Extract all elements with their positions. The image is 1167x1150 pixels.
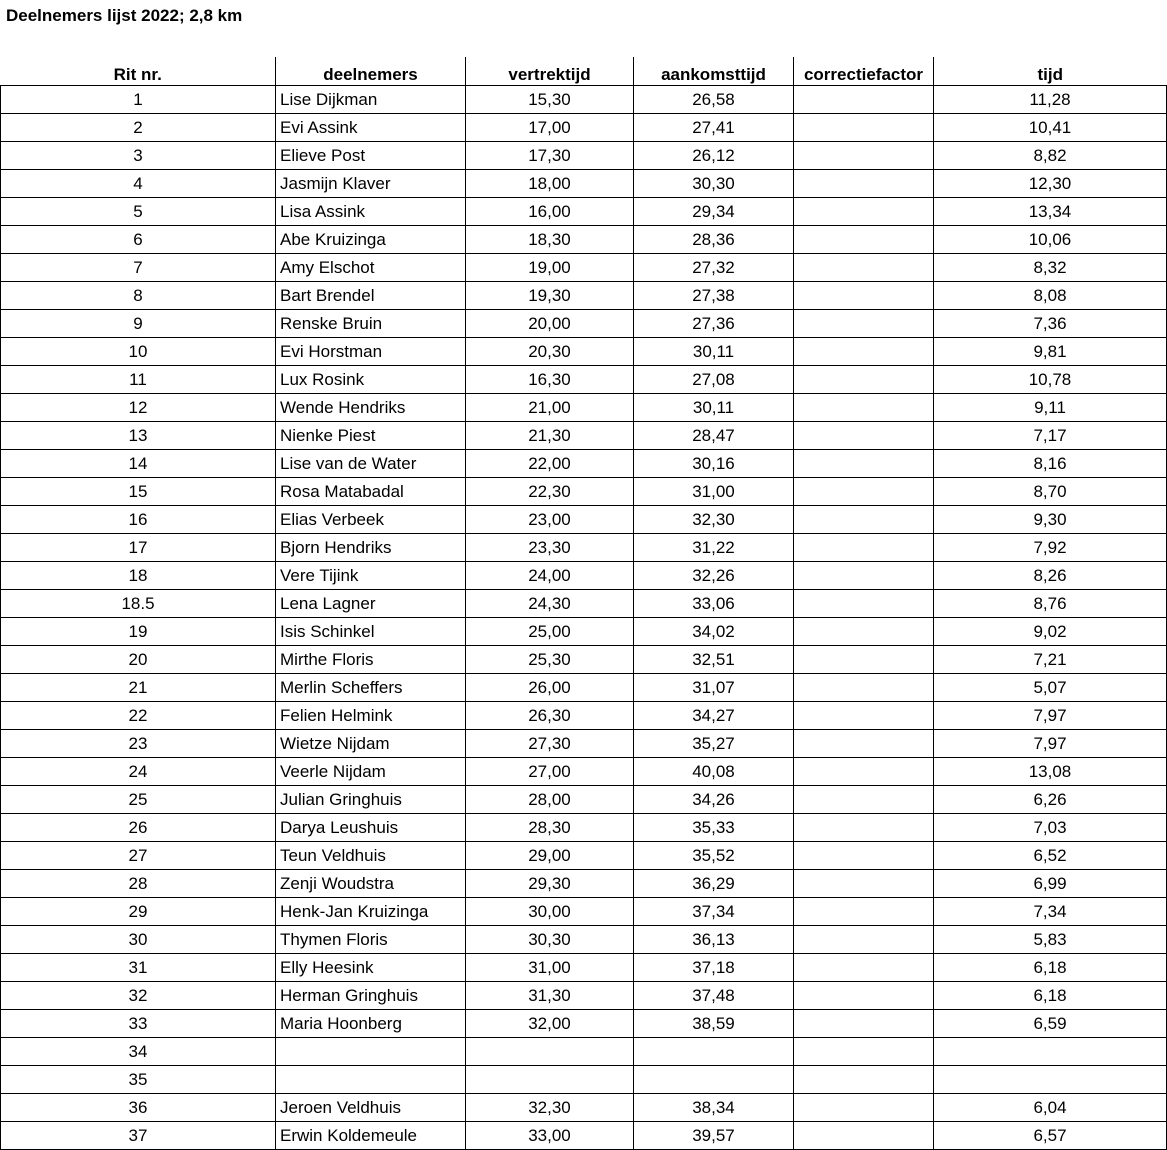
table-row bbox=[1, 898, 1167, 926]
cell-deelnemer[interactable]: Wende Hendriks bbox=[276, 394, 466, 422]
cell-aankomsttijd[interactable]: 35,52 bbox=[634, 842, 794, 870]
cell-vertrektijd[interactable]: 15,30 bbox=[466, 86, 634, 114]
cell-aankomsttijd[interactable]: 37,18 bbox=[634, 954, 794, 982]
cell-tijd[interactable]: 7,03 bbox=[934, 814, 1167, 842]
table-row bbox=[1, 450, 1167, 478]
cell-deelnemer[interactable]: Lise van de Water bbox=[276, 450, 466, 478]
cell-vertrektijd[interactable]: 29,00 bbox=[466, 842, 634, 870]
cell-vertrektijd[interactable] bbox=[466, 1066, 634, 1094]
cell-aankomsttijd[interactable]: 30,16 bbox=[634, 450, 794, 478]
cell-correctiefactor[interactable] bbox=[794, 758, 934, 786]
cell-correctiefactor[interactable] bbox=[794, 982, 934, 1010]
cell-vertrektijd[interactable]: 30,00 bbox=[466, 898, 634, 926]
cell-vertrektijd[interactable]: 28,00 bbox=[466, 786, 634, 814]
table-row bbox=[1, 254, 1167, 282]
cell-aankomsttijd[interactable]: 27,32 bbox=[634, 254, 794, 282]
cell-vertrektijd[interactable]: 16,00 bbox=[466, 198, 634, 226]
cell-aankomsttijd[interactable]: 32,51 bbox=[634, 646, 794, 674]
cell-tijd[interactable]: 8,26 bbox=[934, 562, 1167, 590]
cell-aankomsttijd[interactable]: 30,11 bbox=[634, 394, 794, 422]
header-correctiefactor[interactable]: correctiefactor bbox=[794, 57, 934, 86]
table-row bbox=[1, 590, 1167, 618]
cell-deelnemer[interactable]: Henk-Jan Kruizinga bbox=[276, 898, 466, 926]
cell-rit[interactable]: 31 bbox=[1, 954, 276, 982]
cell-tijd[interactable]: 13,08 bbox=[934, 758, 1167, 786]
cell-vertrektijd[interactable]: 27,30 bbox=[466, 730, 634, 758]
cell-rit[interactable]: 6 bbox=[1, 226, 276, 254]
cell-correctiefactor[interactable] bbox=[794, 730, 934, 758]
cell-correctiefactor[interactable] bbox=[794, 534, 934, 562]
table-row bbox=[1, 142, 1167, 170]
cell-aankomsttijd[interactable]: 35,27 bbox=[634, 730, 794, 758]
cell-vertrektijd[interactable]: 25,30 bbox=[466, 646, 634, 674]
cell-vertrektijd[interactable]: 18,00 bbox=[466, 170, 634, 198]
cell-correctiefactor[interactable] bbox=[794, 478, 934, 506]
cell-vertrektijd[interactable]: 26,00 bbox=[466, 674, 634, 702]
header-deelnemers[interactable]: deelnemers bbox=[276, 57, 466, 86]
cell-correctiefactor[interactable] bbox=[794, 282, 934, 310]
cell-correctiefactor[interactable] bbox=[794, 1010, 934, 1038]
table-row bbox=[1, 1094, 1167, 1122]
cell-deelnemer[interactable]: Mirthe Floris bbox=[276, 646, 466, 674]
cell-vertrektijd[interactable]: 29,30 bbox=[466, 870, 634, 898]
cell-correctiefactor[interactable] bbox=[794, 198, 934, 226]
cell-rit[interactable]: 10 bbox=[1, 338, 276, 366]
cell-correctiefactor[interactable] bbox=[794, 86, 934, 114]
cell-correctiefactor[interactable] bbox=[794, 114, 934, 142]
cell-rit[interactable]: 21 bbox=[1, 674, 276, 702]
cell-tijd[interactable]: 8,70 bbox=[934, 478, 1167, 506]
cell-correctiefactor[interactable] bbox=[794, 870, 934, 898]
table-row bbox=[1, 282, 1167, 310]
cell-aankomsttijd[interactable]: 34,27 bbox=[634, 702, 794, 730]
cell-vertrektijd[interactable]: 24,30 bbox=[466, 590, 634, 618]
cell-deelnemer[interactable]: Teun Veldhuis bbox=[276, 842, 466, 870]
cell-deelnemer[interactable]: Veerle Nijdam bbox=[276, 758, 466, 786]
cell-correctiefactor[interactable] bbox=[794, 254, 934, 282]
cell-deelnemer[interactable]: Maria Hoonberg bbox=[276, 1010, 466, 1038]
table-row bbox=[1, 646, 1167, 674]
cell-aankomsttijd[interactable]: 28,47 bbox=[634, 422, 794, 450]
table-row bbox=[1, 954, 1167, 982]
cell-deelnemer[interactable]: Bjorn Hendriks bbox=[276, 534, 466, 562]
cell-vertrektijd[interactable]: 23,30 bbox=[466, 534, 634, 562]
cell-tijd[interactable]: 8,82 bbox=[934, 142, 1167, 170]
cell-deelnemer[interactable]: Elias Verbeek bbox=[276, 506, 466, 534]
table-row bbox=[1, 870, 1167, 898]
table-row bbox=[1, 1066, 1167, 1094]
table-row bbox=[1, 86, 1167, 114]
table-row bbox=[1, 534, 1167, 562]
cell-aankomsttijd[interactable]: 30,30 bbox=[634, 170, 794, 198]
cell-vertrektijd[interactable]: 24,00 bbox=[466, 562, 634, 590]
table-row bbox=[1, 506, 1167, 534]
cell-vertrektijd[interactable]: 18,30 bbox=[466, 226, 634, 254]
cell-vertrektijd[interactable]: 28,30 bbox=[466, 814, 634, 842]
cell-tijd[interactable]: 9,81 bbox=[934, 338, 1167, 366]
cell-tijd[interactable]: 7,97 bbox=[934, 730, 1167, 758]
cell-tijd[interactable]: 6,52 bbox=[934, 842, 1167, 870]
cell-deelnemer[interactable]: Abe Kruizinga bbox=[276, 226, 466, 254]
cell-deelnemer[interactable]: Evi Assink bbox=[276, 114, 466, 142]
cell-rit[interactable]: 20 bbox=[1, 646, 276, 674]
table-row bbox=[1, 170, 1167, 198]
cell-correctiefactor[interactable] bbox=[794, 1094, 934, 1122]
cell-deelnemer[interactable]: Vere Tijink bbox=[276, 562, 466, 590]
cell-deelnemer[interactable]: Renske Bruin bbox=[276, 310, 466, 338]
cell-correctiefactor[interactable] bbox=[794, 898, 934, 926]
cell-vertrektijd[interactable]: 22,30 bbox=[466, 478, 634, 506]
cell-rit[interactable]: 35 bbox=[1, 1066, 276, 1094]
cell-rit[interactable]: 4 bbox=[1, 170, 276, 198]
cell-correctiefactor[interactable] bbox=[794, 1122, 934, 1150]
cell-aankomsttijd[interactable]: 31,07 bbox=[634, 674, 794, 702]
cell-tijd[interactable]: 6,18 bbox=[934, 982, 1167, 1010]
cell-tijd[interactable]: 7,17 bbox=[934, 422, 1167, 450]
cell-correctiefactor[interactable] bbox=[794, 702, 934, 730]
cell-aankomsttijd[interactable]: 28,36 bbox=[634, 226, 794, 254]
participants-table bbox=[0, 57, 1167, 1150]
cell-aankomsttijd[interactable]: 36,13 bbox=[634, 926, 794, 954]
cell-rit[interactable]: 34 bbox=[1, 1038, 276, 1066]
cell-tijd[interactable]: 8,08 bbox=[934, 282, 1167, 310]
cell-rit[interactable]: 7 bbox=[1, 254, 276, 282]
table-row bbox=[1, 226, 1167, 254]
cell-deelnemer[interactable]: Nienke Piest bbox=[276, 422, 466, 450]
cell-aankomsttijd[interactable]: 37,48 bbox=[634, 982, 794, 1010]
cell-vertrektijd[interactable]: 16,30 bbox=[466, 366, 634, 394]
cell-correctiefactor[interactable] bbox=[794, 422, 934, 450]
cell-aankomsttijd[interactable]: 34,02 bbox=[634, 618, 794, 646]
cell-rit[interactable]: 13 bbox=[1, 422, 276, 450]
cell-deelnemer[interactable]: Lena Lagner bbox=[276, 590, 466, 618]
cell-tijd[interactable]: 8,16 bbox=[934, 450, 1167, 478]
cell-rit[interactable]: 15 bbox=[1, 478, 276, 506]
cell-vertrektijd[interactable]: 21,30 bbox=[466, 422, 634, 450]
cell-correctiefactor[interactable] bbox=[794, 786, 934, 814]
table-row bbox=[1, 758, 1167, 786]
cell-rit[interactable]: 14 bbox=[1, 450, 276, 478]
cell-vertrektijd[interactable]: 32,30 bbox=[466, 1094, 634, 1122]
cell-vertrektijd[interactable]: 32,00 bbox=[466, 1010, 634, 1038]
table-row bbox=[1, 1038, 1167, 1066]
cell-correctiefactor[interactable] bbox=[794, 842, 934, 870]
cell-rit[interactable]: 25 bbox=[1, 786, 276, 814]
cell-deelnemer[interactable]: Jeroen Veldhuis bbox=[276, 1094, 466, 1122]
cell-correctiefactor[interactable] bbox=[794, 926, 934, 954]
table-row bbox=[1, 618, 1167, 646]
cell-rit[interactable]: 17 bbox=[1, 534, 276, 562]
table-row bbox=[1, 366, 1167, 394]
cell-aankomsttijd[interactable]: 31,00 bbox=[634, 478, 794, 506]
cell-tijd[interactable]: 12,30 bbox=[934, 170, 1167, 198]
cell-aankomsttijd[interactable]: 26,12 bbox=[634, 142, 794, 170]
sheet-title: Deelnemers lijst 2022; 2,8 km bbox=[6, 6, 243, 25]
cell-deelnemer[interactable]: Evi Horstman bbox=[276, 338, 466, 366]
cell-rit[interactable]: 23 bbox=[1, 730, 276, 758]
cell-deelnemer[interactable] bbox=[276, 1066, 466, 1094]
cell-correctiefactor[interactable] bbox=[794, 506, 934, 534]
cell-deelnemer[interactable]: Merlin Scheffers bbox=[276, 674, 466, 702]
cell-vertrektijd[interactable]: 22,00 bbox=[466, 450, 634, 478]
cell-correctiefactor[interactable] bbox=[794, 646, 934, 674]
cell-aankomsttijd[interactable]: 36,29 bbox=[634, 870, 794, 898]
table-row bbox=[1, 562, 1167, 590]
header-tijd[interactable]: tijd bbox=[934, 57, 1167, 86]
cell-rit[interactable]: 33 bbox=[1, 1010, 276, 1038]
cell-deelnemer[interactable]: Julian Gringhuis bbox=[276, 786, 466, 814]
table-row bbox=[1, 338, 1167, 366]
cell-correctiefactor[interactable] bbox=[794, 450, 934, 478]
cell-rit[interactable]: 36 bbox=[1, 1094, 276, 1122]
header-vertrektijd[interactable]: vertrektijd bbox=[466, 57, 634, 86]
cell-deelnemer[interactable]: Lisa Assink bbox=[276, 198, 466, 226]
table-row bbox=[1, 1122, 1167, 1150]
cell-correctiefactor[interactable] bbox=[794, 226, 934, 254]
table-row bbox=[1, 814, 1167, 842]
cell-aankomsttijd[interactable]: 37,34 bbox=[634, 898, 794, 926]
cell-rit[interactable]: 2 bbox=[1, 114, 276, 142]
cell-correctiefactor[interactable] bbox=[794, 310, 934, 338]
cell-vertrektijd[interactable] bbox=[466, 1038, 634, 1066]
cell-deelnemer[interactable] bbox=[276, 1038, 466, 1066]
cell-correctiefactor[interactable] bbox=[794, 142, 934, 170]
cell-vertrektijd[interactable]: 19,00 bbox=[466, 254, 634, 282]
cell-rit[interactable]: 24 bbox=[1, 758, 276, 786]
cell-aankomsttijd[interactable]: 32,30 bbox=[634, 506, 794, 534]
cell-correctiefactor[interactable] bbox=[794, 562, 934, 590]
cell-rit[interactable]: 18.5 bbox=[1, 590, 276, 618]
cell-aankomsttijd[interactable]: 40,08 bbox=[634, 758, 794, 786]
cell-tijd[interactable]: 7,21 bbox=[934, 646, 1167, 674]
cell-vertrektijd[interactable]: 20,00 bbox=[466, 310, 634, 338]
cell-deelnemer[interactable]: Lise Dijkman bbox=[276, 86, 466, 114]
table-row bbox=[1, 982, 1167, 1010]
table-row bbox=[1, 478, 1167, 506]
cell-rit[interactable]: 37 bbox=[1, 1122, 276, 1150]
cell-vertrektijd[interactable]: 25,00 bbox=[466, 618, 634, 646]
cell-vertrektijd[interactable]: 17,00 bbox=[466, 114, 634, 142]
table-body bbox=[1, 86, 1167, 1150]
header-rit[interactable]: Rit nr. bbox=[1, 57, 276, 86]
cell-tijd[interactable]: 7,36 bbox=[934, 310, 1167, 338]
cell-aankomsttijd[interactable]: 32,26 bbox=[634, 562, 794, 590]
cell-correctiefactor[interactable] bbox=[794, 590, 934, 618]
cell-correctiefactor[interactable] bbox=[794, 618, 934, 646]
cell-aankomsttijd[interactable]: 33,06 bbox=[634, 590, 794, 618]
cell-correctiefactor[interactable] bbox=[794, 394, 934, 422]
cell-tijd[interactable] bbox=[934, 1066, 1167, 1094]
cell-aankomsttijd[interactable]: 29,34 bbox=[634, 198, 794, 226]
table-row bbox=[1, 926, 1167, 954]
cell-correctiefactor[interactable] bbox=[794, 366, 934, 394]
cell-vertrektijd[interactable]: 21,00 bbox=[466, 394, 634, 422]
cell-deelnemer[interactable]: Rosa Matabadal bbox=[276, 478, 466, 506]
cell-aankomsttijd[interactable] bbox=[634, 1066, 794, 1094]
header-aankomsttijd[interactable]: aankomsttijd bbox=[634, 57, 794, 86]
cell-aankomsttijd[interactable]: 35,33 bbox=[634, 814, 794, 842]
table-row bbox=[1, 394, 1167, 422]
cell-rit[interactable]: 32 bbox=[1, 982, 276, 1010]
table-row bbox=[1, 702, 1167, 730]
table-row bbox=[1, 114, 1167, 142]
cell-correctiefactor[interactable] bbox=[794, 338, 934, 366]
table-row bbox=[1, 730, 1167, 758]
cell-aankomsttijd[interactable]: 27,36 bbox=[634, 310, 794, 338]
cell-deelnemer[interactable]: Zenji Woudstra bbox=[276, 870, 466, 898]
cell-deelnemer[interactable]: Jasmijn Klaver bbox=[276, 170, 466, 198]
cell-aankomsttijd[interactable]: 27,41 bbox=[634, 114, 794, 142]
cell-aankomsttijd[interactable] bbox=[634, 1038, 794, 1066]
cell-rit[interactable]: 29 bbox=[1, 898, 276, 926]
cell-vertrektijd[interactable]: 17,30 bbox=[466, 142, 634, 170]
cell-aankomsttijd[interactable]: 27,08 bbox=[634, 366, 794, 394]
cell-tijd[interactable]: 6,26 bbox=[934, 786, 1167, 814]
cell-deelnemer[interactable]: Bart Brendel bbox=[276, 282, 466, 310]
cell-rit[interactable]: 1 bbox=[1, 86, 276, 114]
cell-tijd[interactable]: 6,18 bbox=[934, 954, 1167, 982]
table-row bbox=[1, 786, 1167, 814]
cell-deelnemer[interactable]: Thymen Floris bbox=[276, 926, 466, 954]
cell-tijd[interactable]: 9,11 bbox=[934, 394, 1167, 422]
cell-aankomsttijd[interactable]: 31,22 bbox=[634, 534, 794, 562]
cell-tijd[interactable] bbox=[934, 1038, 1167, 1066]
cell-vertrektijd[interactable]: 33,00 bbox=[466, 1122, 634, 1150]
cell-correctiefactor[interactable] bbox=[794, 1038, 934, 1066]
cell-rit[interactable]: 12 bbox=[1, 394, 276, 422]
cell-rit[interactable]: 26 bbox=[1, 814, 276, 842]
cell-tijd[interactable]: 8,32 bbox=[934, 254, 1167, 282]
cell-deelnemer[interactable]: Amy Elschot bbox=[276, 254, 466, 282]
table-row bbox=[1, 1010, 1167, 1038]
cell-rit[interactable]: 16 bbox=[1, 506, 276, 534]
cell-correctiefactor[interactable] bbox=[794, 1066, 934, 1094]
cell-tijd[interactable]: 13,34 bbox=[934, 198, 1167, 226]
cell-deelnemer[interactable]: Erwin Koldemeule bbox=[276, 1122, 466, 1150]
cell-deelnemer[interactable]: Elieve Post bbox=[276, 142, 466, 170]
cell-rit[interactable]: 11 bbox=[1, 366, 276, 394]
cell-aankomsttijd[interactable]: 34,26 bbox=[634, 786, 794, 814]
table-row bbox=[1, 842, 1167, 870]
cell-aankomsttijd[interactable]: 26,58 bbox=[634, 86, 794, 114]
cell-tijd[interactable]: 9,02 bbox=[934, 618, 1167, 646]
cell-rit[interactable]: 27 bbox=[1, 842, 276, 870]
cell-vertrektijd[interactable]: 31,00 bbox=[466, 954, 634, 982]
cell-tijd[interactable]: 10,06 bbox=[934, 226, 1167, 254]
cell-tijd[interactable]: 11,28 bbox=[934, 86, 1167, 114]
cell-deelnemer[interactable]: Elly Heesink bbox=[276, 954, 466, 982]
cell-vertrektijd[interactable]: 23,00 bbox=[466, 506, 634, 534]
cell-correctiefactor[interactable] bbox=[794, 170, 934, 198]
cell-correctiefactor[interactable] bbox=[794, 814, 934, 842]
cell-tijd[interactable]: 6,57 bbox=[934, 1122, 1167, 1150]
cell-rit[interactable]: 18 bbox=[1, 562, 276, 590]
cell-deelnemer[interactable]: Herman Gringhuis bbox=[276, 982, 466, 1010]
cell-rit[interactable]: 22 bbox=[1, 702, 276, 730]
cell-deelnemer[interactable]: Felien Helmink bbox=[276, 702, 466, 730]
table-row bbox=[1, 198, 1167, 226]
cell-deelnemer[interactable]: Darya Leushuis bbox=[276, 814, 466, 842]
cell-tijd[interactable]: 6,99 bbox=[934, 870, 1167, 898]
cell-deelnemer[interactable]: Wietze Nijdam bbox=[276, 730, 466, 758]
cell-aankomsttijd[interactable]: 38,34 bbox=[634, 1094, 794, 1122]
cell-aankomsttijd[interactable]: 38,59 bbox=[634, 1010, 794, 1038]
cell-rit[interactable]: 5 bbox=[1, 198, 276, 226]
cell-vertrektijd[interactable]: 31,30 bbox=[466, 982, 634, 1010]
cell-rit[interactable]: 3 bbox=[1, 142, 276, 170]
cell-rit[interactable]: 19 bbox=[1, 618, 276, 646]
cell-vertrektijd[interactable]: 30,30 bbox=[466, 926, 634, 954]
cell-tijd[interactable]: 6,04 bbox=[934, 1094, 1167, 1122]
cell-correctiefactor[interactable] bbox=[794, 954, 934, 982]
table-row bbox=[1, 674, 1167, 702]
cell-tijd[interactable]: 6,59 bbox=[934, 1010, 1167, 1038]
cell-rit[interactable]: 28 bbox=[1, 870, 276, 898]
cell-deelnemer[interactable]: Isis Schinkel bbox=[276, 618, 466, 646]
cell-tijd[interactable]: 5,07 bbox=[934, 674, 1167, 702]
cell-tijd[interactable]: 9,30 bbox=[934, 506, 1167, 534]
cell-vertrektijd[interactable]: 20,30 bbox=[466, 338, 634, 366]
cell-tijd[interactable]: 7,92 bbox=[934, 534, 1167, 562]
cell-tijd[interactable]: 7,97 bbox=[934, 702, 1167, 730]
cell-tijd[interactable]: 10,41 bbox=[934, 114, 1167, 142]
cell-vertrektijd[interactable]: 19,30 bbox=[466, 282, 634, 310]
table-row bbox=[1, 422, 1167, 450]
cell-vertrektijd[interactable]: 26,30 bbox=[466, 702, 634, 730]
cell-rit[interactable]: 9 bbox=[1, 310, 276, 338]
cell-aankomsttijd[interactable]: 30,11 bbox=[634, 338, 794, 366]
cell-aankomsttijd[interactable]: 27,38 bbox=[634, 282, 794, 310]
cell-deelnemer[interactable]: Lux Rosink bbox=[276, 366, 466, 394]
cell-rit[interactable]: 30 bbox=[1, 926, 276, 954]
table-row bbox=[1, 310, 1167, 338]
cell-tijd[interactable]: 10,78 bbox=[934, 366, 1167, 394]
cell-aankomsttijd[interactable]: 39,57 bbox=[634, 1122, 794, 1150]
header-row bbox=[1, 57, 1167, 86]
cell-tijd[interactable]: 8,76 bbox=[934, 590, 1167, 618]
cell-rit[interactable]: 8 bbox=[1, 282, 276, 310]
cell-vertrektijd[interactable]: 27,00 bbox=[466, 758, 634, 786]
cell-tijd[interactable]: 5,83 bbox=[934, 926, 1167, 954]
cell-correctiefactor[interactable] bbox=[794, 674, 934, 702]
cell-tijd[interactable]: 7,34 bbox=[934, 898, 1167, 926]
